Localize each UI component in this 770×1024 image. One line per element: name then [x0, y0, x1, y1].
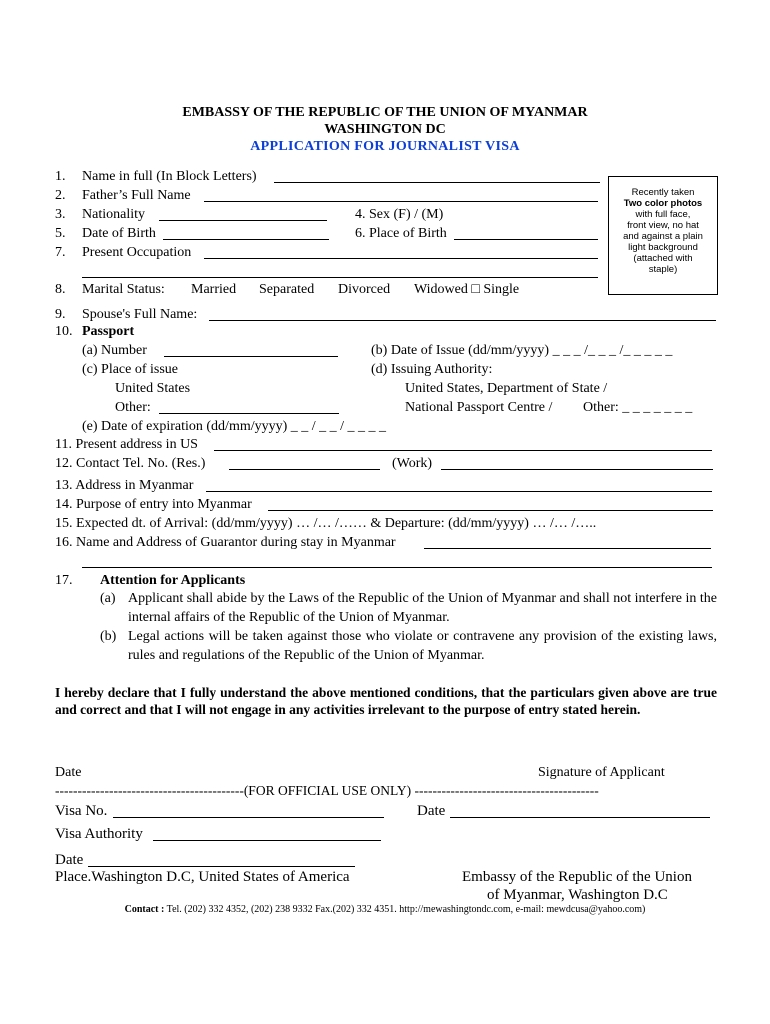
official-date2-field[interactable]	[88, 854, 355, 867]
guarantor-label: 16. Name and Address of Guarantor during stay in Myanmar	[55, 535, 396, 550]
issuing-authority-label: (d) Issuing Authority:	[371, 362, 493, 377]
embassy-heading: EMBASSY OF THE REPUBLIC OF THE UNION OF MYANMAR	[182, 105, 588, 120]
expiration-date-field[interactable]: (e) Date of expiration (dd/mm/yyyy) _ _ / _ _ / _ _ _ _	[82, 419, 387, 434]
dob-field[interactable]	[163, 227, 329, 240]
date-label: Date	[55, 765, 82, 780]
official-date2-label: Date	[55, 852, 84, 868]
tel-work-label: (Work)	[392, 456, 433, 471]
attention-b-text: Legal actions will be taken against those who violate or contravene any provision of the existing laws, rules and regulations of the Republic of the Union of Myanmar.	[128, 629, 717, 663]
city-heading: WASHINGTON DC	[324, 122, 446, 137]
place-of-birth-label: 6. Place of Birth	[355, 226, 447, 241]
photo-line: with full face,	[635, 209, 691, 220]
spouse-label: Spouse's Full Name:	[82, 307, 198, 322]
place-text: Place.Washington D.C, United States of America	[55, 869, 350, 885]
place-other-field[interactable]	[159, 401, 339, 414]
embassy-sign-line1: Embassy of the Republic of the Union	[462, 869, 692, 885]
item-number: 17.	[55, 573, 73, 588]
contact-line	[0, 904, 770, 915]
authority-npc-option[interactable]: National Passport Centre /	[405, 400, 553, 415]
item-number: 10.	[55, 324, 73, 339]
tel-res-label: 12. Contact Tel. No. (Res.)	[55, 456, 206, 471]
contact-text[interactable]: Tel. (202) 332 4352, (202) 238 9332 Fax.(202) 332 4351. http://mewashingtondc.com, e-mail: mewdcusa@yahoo.com)	[164, 904, 646, 915]
status-separated[interactable]: Separated	[259, 282, 315, 297]
father-name-field[interactable]	[204, 189, 598, 202]
form-title: APPLICATION FOR JOURNALIST VISA	[250, 139, 520, 154]
nationality-label: Nationality	[82, 207, 145, 222]
contact-label: Contact :	[124, 904, 165, 915]
dob-label: Date of Birth	[82, 226, 156, 241]
authority-us-option[interactable]: United States, Department of State /	[405, 381, 608, 396]
official-date-field[interactable]	[450, 805, 710, 818]
declaration-text: I hereby declare that I fully understand the above mentioned conditions, that the particulars given above are true and correct and that I will not engage in any activities irrelevant to the purpose of entry stated herein.	[55, 685, 717, 717]
occupation-label: Present Occupation	[82, 245, 192, 260]
occupation-field[interactable]	[204, 246, 598, 259]
name-field[interactable]	[274, 170, 600, 183]
place-other-label: Other:	[115, 400, 151, 415]
attention-b-label: (b)	[100, 629, 117, 644]
place-us-option[interactable]: United States	[115, 381, 191, 396]
myanmar-address-field[interactable]	[206, 479, 712, 492]
nationality-field[interactable]	[159, 208, 327, 221]
guarantor-field-line2[interactable]	[82, 555, 712, 568]
purpose-field[interactable]	[268, 498, 713, 511]
item-number: 5.	[55, 226, 66, 241]
status-divorced[interactable]: Divorced	[338, 282, 391, 297]
item-number: 8.	[55, 282, 66, 297]
guarantor-field[interactable]	[424, 536, 711, 549]
occupation-field-line2[interactable]	[82, 265, 598, 278]
spouse-field[interactable]	[209, 308, 716, 321]
status-married[interactable]: Married	[191, 282, 237, 297]
visa-authority-field[interactable]	[153, 828, 381, 841]
purpose-label: 14. Purpose of entry into Myanmar	[55, 497, 252, 512]
photo-box[interactable]	[608, 176, 718, 295]
visa-no-field[interactable]	[113, 805, 384, 818]
authority-other-field[interactable]: Other: _ _ _ _ _ _ _	[583, 400, 693, 415]
date-of-issue-field[interactable]: (b) Date of Issue (dd/mm/yyyy) _ _ _ /_ _ _ /_ _ _ _ _	[371, 343, 673, 358]
name-label: Name in full (In Block Letters)	[82, 169, 257, 184]
attention-a-text: Applicant shall abide by the Laws of the Republic of the Union of Myanmar and shall not interfere in the internal affairs of the Republic of the Union of Myanmar.	[128, 591, 718, 625]
item-number: 3.	[55, 207, 66, 222]
us-address-field[interactable]	[214, 438, 712, 451]
passport-label: Passport	[82, 324, 135, 339]
visa-authority-label: Visa Authority	[55, 826, 143, 842]
attention-a-label: (a)	[100, 591, 116, 606]
myanmar-address-label: 13. Address in Myanmar	[55, 478, 194, 493]
passport-number-field[interactable]	[164, 344, 338, 357]
photo-line: Recently taken	[631, 187, 695, 198]
photo-line: front view, no hat	[627, 220, 699, 231]
sex-label[interactable]: 4. Sex (F) / (M)	[355, 207, 444, 222]
item-number: 2.	[55, 188, 66, 203]
photo-line: (attached with	[633, 253, 693, 264]
place-of-birth-field[interactable]	[454, 227, 598, 240]
official-date-label: Date	[417, 803, 446, 819]
passport-number-label: (a) Number	[82, 343, 147, 358]
signature-label: Signature of Applicant	[538, 765, 665, 780]
attention-title: Attention for Applicants	[100, 573, 246, 588]
embassy-sign-line2: of Myanmar, Washington D.C	[487, 887, 668, 903]
tel-res-field[interactable]	[229, 457, 380, 470]
place-of-issue-label: (c) Place of issue	[82, 362, 179, 377]
tel-work-field[interactable]	[441, 457, 713, 470]
photo-line: Two color photos	[623, 198, 703, 209]
photo-line: light background	[628, 242, 698, 253]
us-address-label: 11. Present address in US	[55, 437, 198, 452]
arrival-departure-field[interactable]: 15. Expected dt. of Arrival: (dd/mm/yyyy) … /… /…… & Departure: (dd/mm/yyyy) … /… /…..	[55, 516, 597, 531]
marital-status-label: Marital Status:	[82, 282, 165, 297]
photo-line: staple)	[648, 264, 678, 275]
item-number: 9.	[55, 307, 66, 322]
item-number: 1.	[55, 169, 66, 184]
official-use-divider: ------------------------------------------(FOR OFFICIAL USE ONLY) -----------------------------------------	[55, 783, 599, 798]
visa-no-label: Visa No.	[55, 803, 108, 819]
photo-line: and against a plain	[623, 231, 703, 242]
status-widowed-single[interactable]: Widowed □ Single	[414, 282, 520, 297]
father-name-label: Father’s Full Name	[82, 188, 191, 203]
item-number: 7.	[55, 245, 66, 260]
